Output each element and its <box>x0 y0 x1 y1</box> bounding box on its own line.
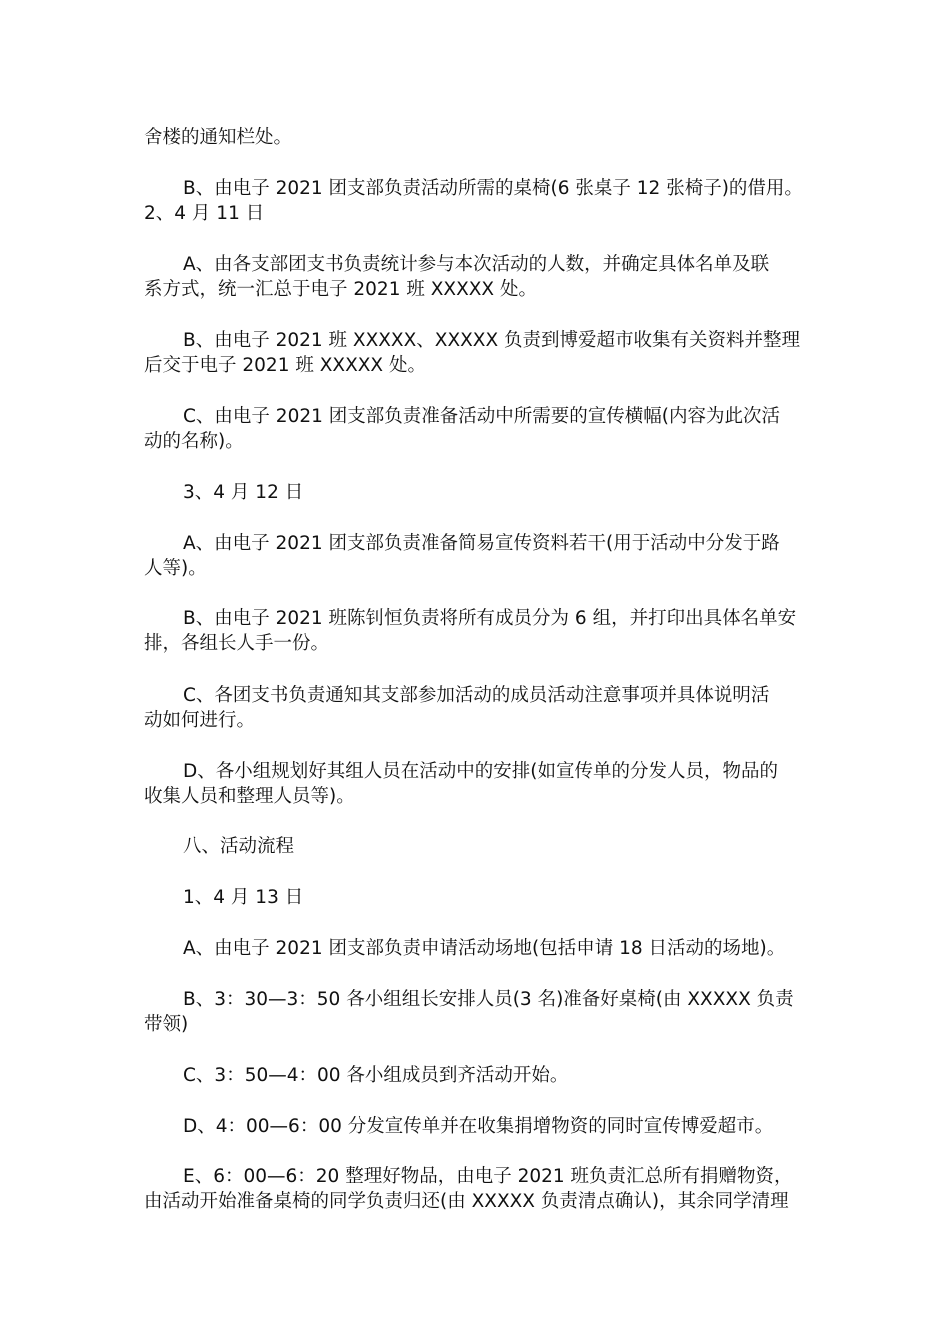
text-line: B、由电子 2021 团支部负责活动所需的桌椅(6 张桌子 12 张椅子)的借用。 <box>183 178 803 199</box>
text-line: 舍楼的通知栏处。 <box>144 127 293 148</box>
text-line: D、各小组规划好其组人员在活动中的安排(如宣传单的分发人员，物品的 <box>183 761 778 782</box>
section-heading: 2、4 月 11 日 <box>144 203 265 224</box>
text-line: C、由电子 2021 团支部负责准备活动中所需要的宣传横幅(内容为此次活 <box>183 406 780 427</box>
section-heading: 八、活动流程 <box>183 836 295 857</box>
text-line: A、由各支部团支书负责统计参与本次活动的人数，并确定具体名单及联 <box>183 254 770 275</box>
text-line: 动如何进行。 <box>144 710 256 731</box>
section-heading: 3、4 月 12 日 <box>183 482 304 503</box>
text-line: B、3：30—3：50 各小组组长安排人员(3 名)准备好桌椅(由 XXXXX 负责 <box>183 989 794 1010</box>
text-line: 带领) <box>144 1014 189 1035</box>
text-line: C、3：50—4：00 各小组成员到齐活动开始。 <box>183 1065 569 1086</box>
text-line: 排，各组长人手一份。 <box>144 633 330 654</box>
section-heading: 1、4 月 13 日 <box>183 887 304 908</box>
text-line: D、4：00—6：00 分发宣传单并在收集捐增物资的同时宣传博爱超市。 <box>183 1116 774 1137</box>
text-line: A、由电子 2021 团支部负责准备简易宣传资料若干(用于活动中分发于路 <box>183 533 780 554</box>
text-line: 人等)。 <box>144 558 207 579</box>
text-line: 收集人员和整理人员等)。 <box>144 786 355 807</box>
text-line: 由活动开始准备桌椅的同学负责归还(由 XXXXX 负责清点确认)，其余同学清理 <box>144 1191 789 1212</box>
text-line: B、由电子 2021 班 XXXXX、XXXXX 负责到博爱超市收集有关资料并整理 <box>183 330 801 351</box>
text-line: 系方式，统一汇总于电子 2021 班 XXXXX 处。 <box>144 279 537 300</box>
text-line: E、6：00—6：20 整理好物品，由电子 2021 班负责汇总所有捐赠物资， <box>183 1166 793 1187</box>
text-line: C、各团支书负责通知其支部参加活动的成员活动注意事项并具体说明活 <box>183 685 770 706</box>
text-line: 后交于电子 2021 班 XXXXX 处。 <box>144 355 426 376</box>
text-line: B、由电子 2021 班陈钊恒负责将所有成员分为 6 组，并打印出具体名单安 <box>183 608 797 629</box>
text-line: A、由电子 2021 团支部负责申请活动场地(包括申请 18 日活动的场地)。 <box>183 938 786 959</box>
text-line: 动的名称)。 <box>144 431 244 452</box>
